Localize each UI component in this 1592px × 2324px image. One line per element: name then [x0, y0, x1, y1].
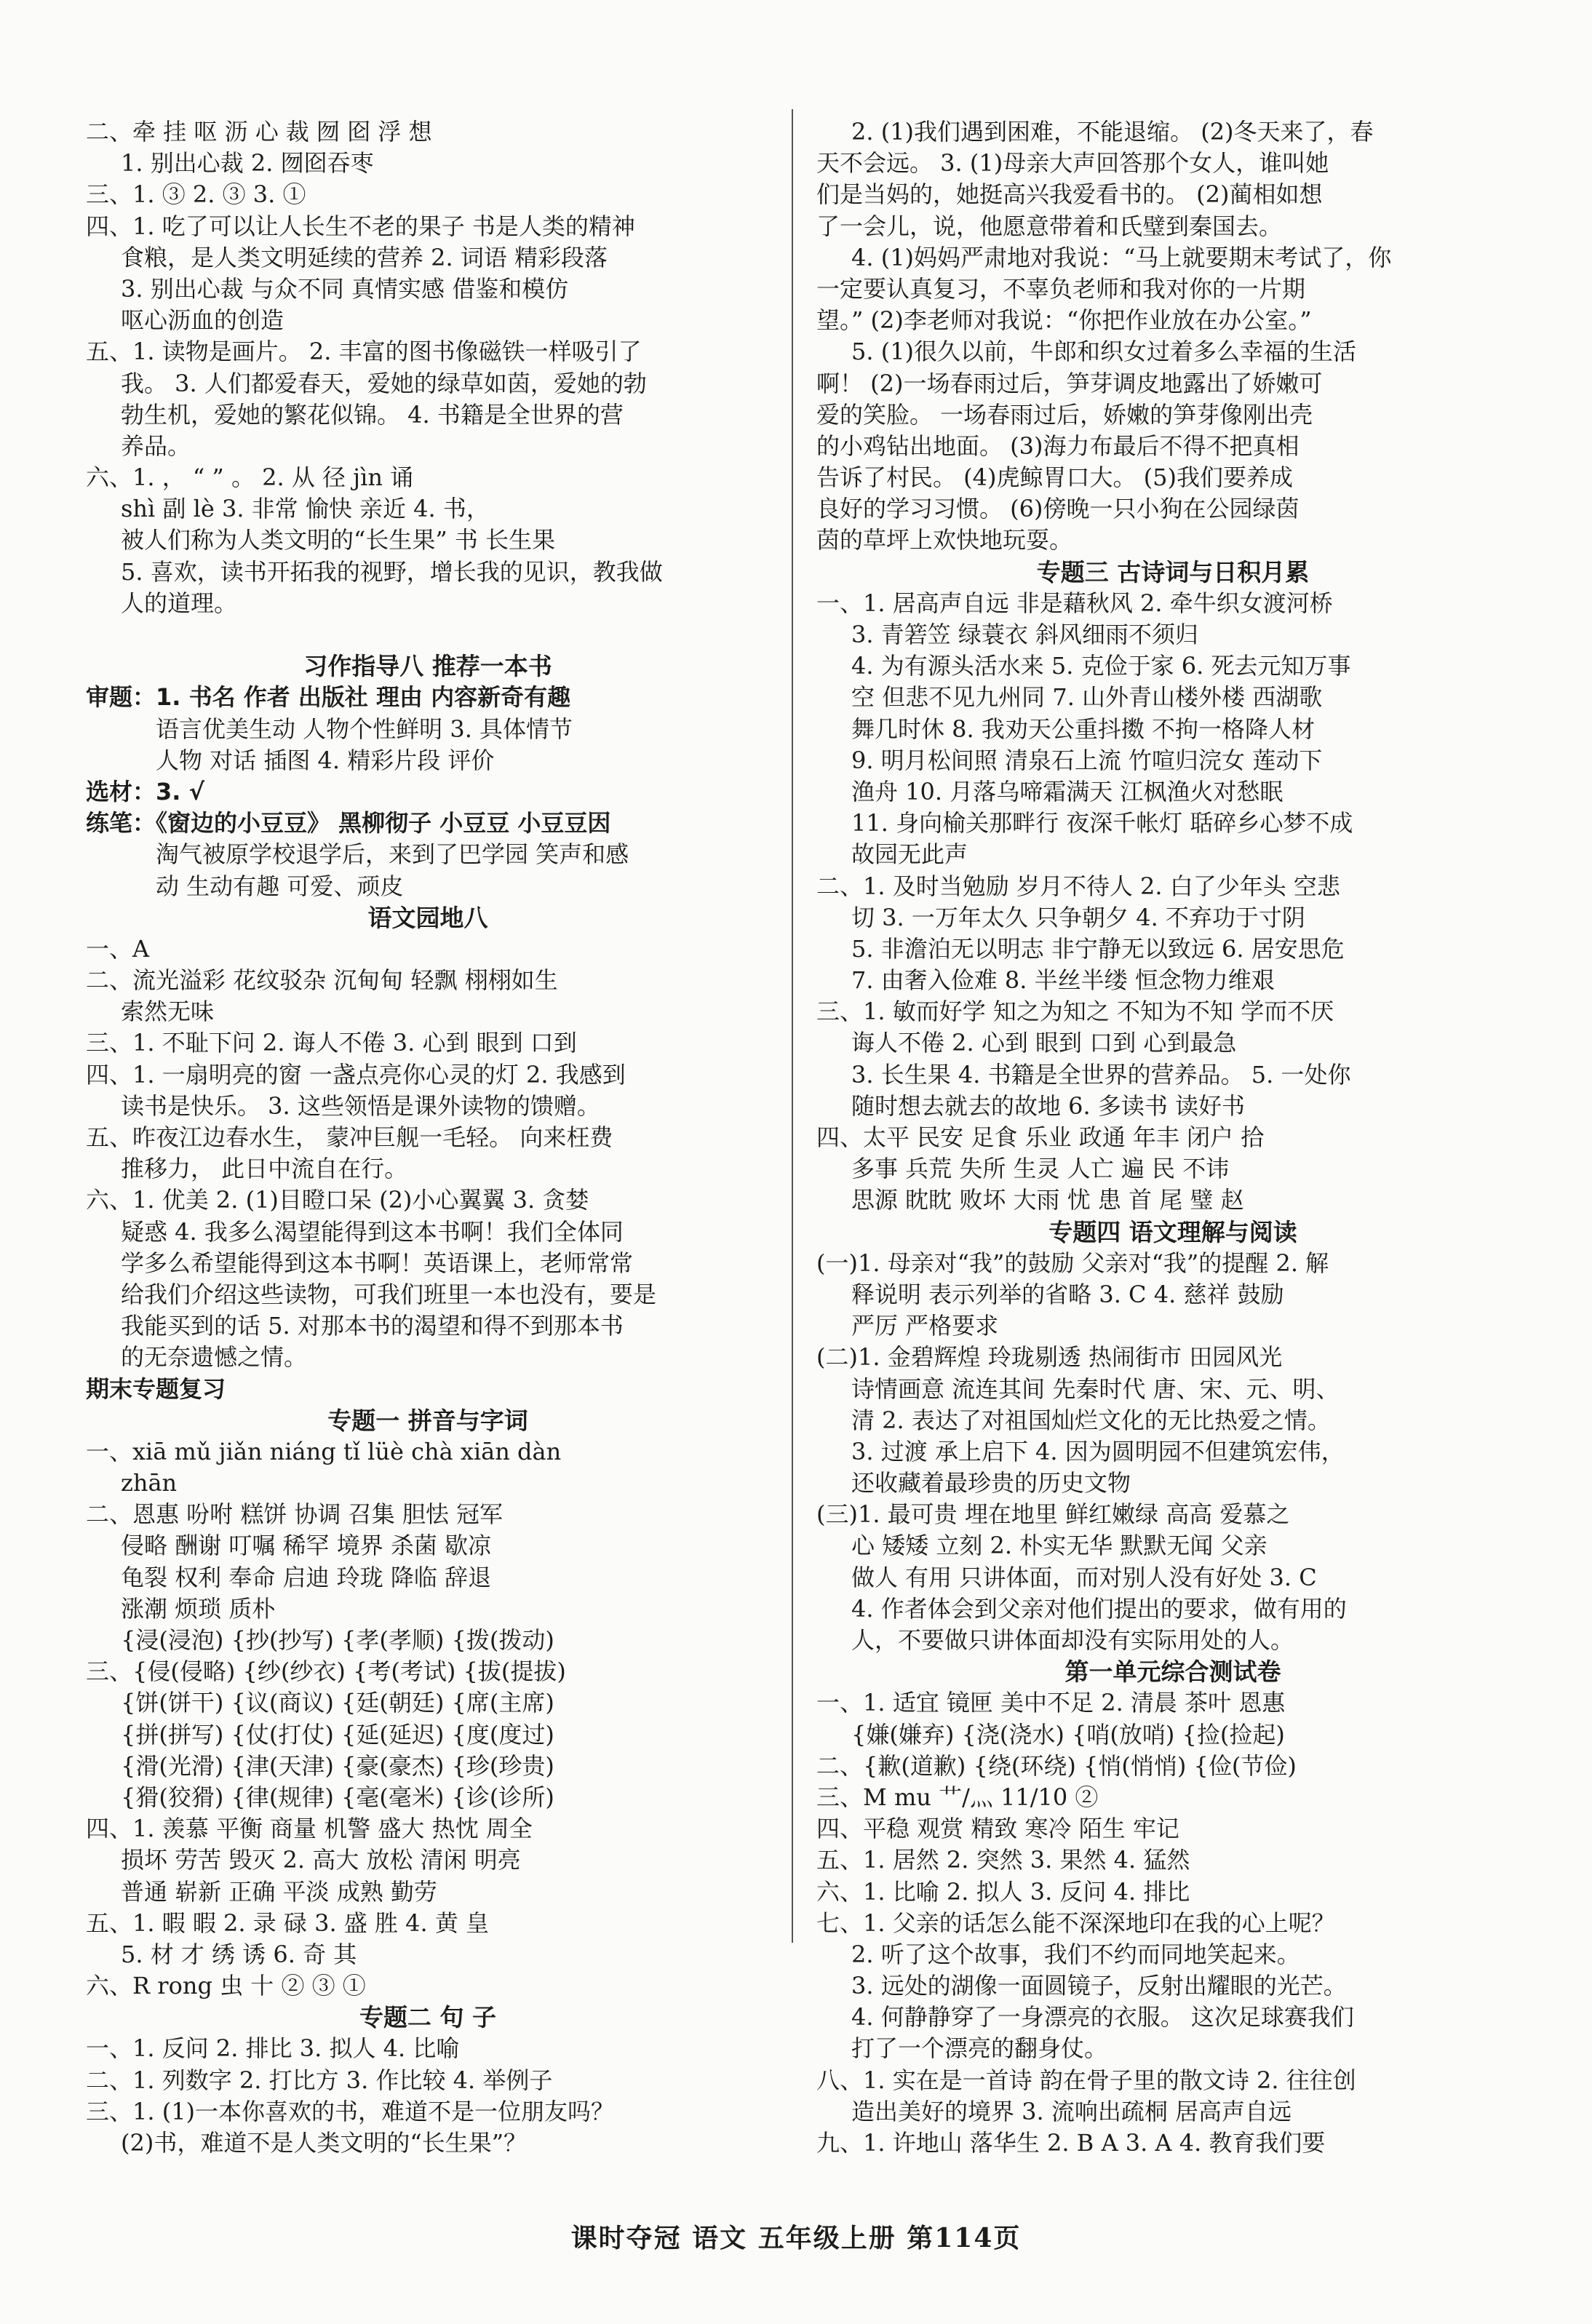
answer-line: 六、R rong 虫 十 ② ③ ① [86, 1972, 366, 2000]
answer-line: {拼(拼写) {仗(打仗) {延(延迟) {度(度过) [121, 1720, 554, 1748]
answer-line: 望。” (2)李老师对我说：“你把作业放在办公室。” [816, 306, 1312, 335]
answer-line: 茵的草坪上欢快地玩耍。 [816, 526, 1073, 554]
left-column [86, 116, 770, 2159]
answer-line: 八、1. 实在是一首诗 韵在骨子里的散文诗 2. 往往创 [816, 2066, 1356, 2094]
answer-line: 我能买到的话 5. 对那本书的渴望和得不到那本书 [121, 1312, 624, 1340]
answer-line: 四、太平 民安 足食 乐业 政通 年丰 闭户 拾 [816, 1123, 1265, 1151]
answer-line: 随时想去就去的故地 6. 多读书 读好书 [851, 1091, 1246, 1120]
answer-line: 的小鸡钻出地面。 (3)海力布最后不得不把真相 [816, 431, 1300, 460]
right-column [816, 116, 1529, 2159]
section-heading: 专题一 拼音与字词 [327, 1406, 528, 1435]
answer-line: 疑惑 4. 我多么渴望能得到这本书啊！我们全体同 [121, 1217, 624, 1246]
answer-line: 3. 远处的湖像一面圆镜子，反射出耀眼的光芒。 [851, 1972, 1347, 2000]
answer-line: 五、1. 居然 2. 突然 3. 果然 4. 猛然 [816, 1846, 1190, 1874]
answer-line: 淘气被原学校退学后，来到了巴学园 笑声和感 [156, 840, 629, 869]
answer-line: 推移力， 此日中流自在行。 [121, 1155, 408, 1183]
answer-line: 呕心沥血的创造 [121, 306, 284, 335]
answer-line: 一、1. 适宜 镜匣 美中不足 2. 清晨 茶叶 恩惠 [816, 1689, 1286, 1717]
answer-line: 2. 听了这个故事，我们不约而同地笑起来。 [851, 1940, 1300, 1968]
section-heading: 专题二 句 子 [359, 2003, 496, 2032]
answer-line: 还收藏着最珍贵的历史文物 [851, 1469, 1131, 1497]
answer-line: 三、{侵(侵略) {纱(纱衣) {考(考试) {拔(提拔) [86, 1658, 566, 1686]
answer-line: {浸(浸泡) {抄(抄写) {孝(孝顺) {拨(拨动) [121, 1626, 554, 1654]
answer-line: 天不会远。 3. (1)母亲大声回答那个女人，谁叫她 [816, 149, 1329, 178]
answer-line [86, 619, 770, 650]
answer-line: 造出美好的境界 3. 流响出疏桐 居高声自远 [851, 2097, 1292, 2125]
answer-line: 被人们称为人类文明的“长生果” 书 长生果 [121, 526, 556, 554]
answer-line: 一、A [86, 934, 150, 963]
answer-line: 五、1. 暇 暇 2. 录 碌 3. 盛 胜 4. 黄 皇 [86, 1909, 490, 1937]
answer-line: 多事 兵荒 失所 生灵 人亡 遍 民 不讳 [851, 1155, 1230, 1183]
answer-line: 三、1. 不耻下问 2. 诲人不倦 3. 心到 眼到 口到 [86, 1029, 577, 1057]
answer-line: 五、1. 读物是画片。 2. 丰富的图书像磁铁一样吸引了 [86, 338, 642, 366]
answer-line: 勃生机，爱她的繁花似锦。 4. 书籍是全世界的营 [121, 400, 624, 429]
answer-line: 切 3. 一万年太久 只争朝夕 4. 不弃功于寸阴 [851, 903, 1305, 931]
answer-line: 期末专题复习 [86, 1374, 226, 1403]
section-heading: 习作指导八 推荐一本书 [303, 652, 552, 681]
answer-line: {嫌(嫌弃) {浇(浇水) {哨(放哨) {捡(捡起) [851, 1720, 1285, 1748]
section-heading: 专题三 古诗词与日积月累 [1036, 557, 1310, 586]
answer-line: 3. 过渡 承上启下 4. 因为圆明园不但建筑宏伟， [851, 1437, 1345, 1465]
answer-line: 六、1. 比喻 2. 拟人 3. 反问 4. 排比 [816, 1877, 1190, 1906]
answer-line: 4. (1)妈妈严肃地对我说：“马上就要期末考试了，你 [851, 243, 1392, 271]
answer-line: 一、1. 反问 2. 排比 3. 拟人 4. 比喻 [86, 2034, 460, 2063]
answer-line: 四、平稳 观赏 精致 寒冷 陌生 牢记 [816, 1815, 1179, 1843]
answer-line: 们是当妈的，她挺高兴我爱看书的。 (2)蔺相如想 [816, 180, 1323, 209]
answer-line: 一定要认真复习，不辜负老师和我对你的一片期 [816, 274, 1306, 303]
answer-line: 练笔：《窗边的小豆豆》 黑柳彻子 小豆豆 小豆豆因 [86, 809, 611, 837]
answer-line: 诲人不倦 2. 心到 眼到 口到 心到最急 [851, 1029, 1237, 1057]
answer-line: 二、{歉(道歉) {绕(环绕) {悄(悄悄) {俭(节俭) [816, 1751, 1297, 1780]
answer-line: 给我们介绍这些读物，可我们班里一本也没有，要是 [121, 1280, 657, 1308]
answer-line: 渔舟 10. 月落乌啼霜满天 江枫渔火对愁眠 [851, 777, 1283, 805]
answer-line: 思源 眈眈 败坏 大雨 忧 患 首 尾 璧 赵 [851, 1186, 1244, 1214]
answer-line: 5. 材 才 绣 诱 6. 奇 其 [121, 1940, 357, 1968]
answer-line: (一)1. 母亲对“我”的鼓励 父亲对“我”的提醒 2. 解 [816, 1249, 1329, 1277]
answer-line: shì 副 lè 3. 非常 愉快 亲近 4. 书， [121, 495, 490, 523]
answer-line: 4. 作者体会到父亲对他们提出的要求，做有用的 [851, 1594, 1347, 1623]
section-heading: 语文园地八 [367, 903, 488, 932]
answer-line: 七、1. 父亲的话怎么能不深深地印在我的心上呢？ [816, 1909, 1335, 1937]
answer-line: 选材：3. √ [86, 777, 204, 805]
section-heading: 第一单元综合测试卷 [1064, 1658, 1281, 1687]
answer-line: 一、xiā mǔ jiǎn niáng tǐ lüè chà xiān dàn [86, 1437, 562, 1465]
answer-line: {猾(狡猾) {律(规律) {毫(毫米) {诊(诊所) [121, 1783, 554, 1811]
answer-line: 3. 别出心裁 与众不同 真情实感 借鉴和模仿 [121, 274, 569, 303]
answer-line: 2. (1)我们遇到困难，不能退缩。 (2)冬天来了，春 [851, 118, 1374, 146]
answer-line: 人的道理。 [121, 589, 238, 617]
answer-line: 三、1. ③ 2. ③ 3. ① [86, 180, 306, 209]
answer-line: 四、1. 羡慕 平衡 商量 机警 盛大 热忱 周全 [86, 1815, 533, 1843]
answer-line: 学多么希望能得到这本书啊！英语课上，老师常常 [121, 1249, 634, 1277]
answer-line: 三、M mu 艹/灬 11/10 ② [816, 1783, 1099, 1811]
answer-line: 损坏 劳苦 毁灭 2. 高大 放松 清闲 明亮 [121, 1846, 521, 1874]
answer-line: 三、1. 敏而好学 知之为知之 不知为不知 学而不厌 [816, 998, 1334, 1026]
answer-line: 3. 青箬笠 绿蓑衣 斜风细雨不须归 [851, 621, 1199, 648]
answer-line: 5. 喜欢，读书开拓我的视野，增长我的见识，教我做 [121, 557, 663, 586]
answer-line: 六、1. ， “ ” 。 2. 从 径 jìn 诵 [86, 463, 414, 492]
answer-line: 舞几时休 8. 我劝天公重抖擞 不拘一格降人材 [851, 715, 1316, 743]
answer-line: 爱的笑脸。 一场春雨过后，娇嫩的笋芽像刚出壳 [816, 400, 1313, 429]
answer-line: 7. 由奢入俭难 8. 半丝半缕 恒念物力维艰 [851, 966, 1275, 995]
answer-line: 语言优美生动 人物个性鲜明 3. 具体情节 [156, 715, 573, 743]
answer-line: 四、1. 一扇明亮的窗 一盏点亮你心灵的灯 2. 我感到 [86, 1060, 626, 1089]
answer-line: 1. 别出心裁 2. 囫囵吞枣 [121, 149, 374, 178]
answer-line: 索然无味 [121, 998, 215, 1026]
answer-line: 食粮，是人类文明延续的营养 2. 词语 精彩段落 [121, 243, 608, 271]
answer-line: 我。 3. 人们都爱春天，爱她的绿草如茵，爱她的勃 [121, 369, 647, 397]
answer-line: 审题：1. 书名 作者 出版社 理由 内容新奇有趣 [86, 683, 571, 712]
answer-line: 的无奈遗憾之情。 [121, 1343, 308, 1372]
answer-line: {饼(饼干) {议(商议) {廷(朝廷) {席(主席) [121, 1689, 554, 1717]
answer-line: 二、恩惠 吩咐 糕饼 协调 召集 胆怯 冠军 [86, 1500, 504, 1529]
answer-line: 5. (1)很久以前，牛郎和织女过着多么幸福的生活 [851, 338, 1357, 366]
answer-line: 养品。 [121, 431, 191, 460]
answer-line: 空 但悲不见九州同 7. 山外青山楼外楼 西湖歌 [851, 683, 1323, 712]
answer-line: 严厉 严格要求 [851, 1312, 999, 1340]
answer-line: 侵略 酬谢 叮嘱 稀罕 境界 杀菌 歇凉 [121, 1532, 492, 1560]
answer-line: 4. 为有源头活水来 5. 克俭于家 6. 死去元知万事 [851, 652, 1351, 680]
page-footer: 课时夺冠 语文 五年级上册 第114页 [570, 2223, 1022, 2253]
answer-line: 心 矮矮 立刻 2. 朴实无华 默默无闻 父亲 [851, 1532, 1267, 1560]
answer-line: 人物 对话 插图 4. 精彩片段 评价 [156, 746, 495, 774]
answer-line: 5. 非澹泊无以明志 非宁静无以致远 6. 居安思危 [851, 934, 1345, 963]
answer-line: 一、1. 居高声自远 非是藉秋风 2. 牵牛织女渡河桥 [816, 589, 1333, 617]
column-divider [792, 109, 793, 1943]
answer-line: 告诉了村民。 (4)虎鲸胃口大。 (5)我们要养成 [816, 463, 1294, 492]
answer-line: 二、1. 列数字 2. 打比方 3. 作比较 4. 举例子 [86, 2066, 553, 2094]
answer-line: zhān [121, 1469, 178, 1497]
answer-line: 良好的学习习惯。 (6)傍晚一只小狗在公园绿茵 [816, 495, 1300, 523]
answer-line: 龟裂 权利 奉命 启迪 玲珑 降临 辞退 [121, 1563, 492, 1591]
answer-line: 11. 身向榆关那畔行 夜深千帐灯 聒碎乡心梦不成 [851, 809, 1353, 837]
answer-line: 二、牵 挂 呕 沥 心 裁 囫 囵 浮 想 [86, 118, 432, 146]
answer-line: 三、1. (1)一本你喜欢的书，难道不是一位朋友吗？ [86, 2097, 615, 2125]
answer-line: 二、1. 及时当勉励 岁月不待人 2. 白了少年头 空悲 [816, 872, 1340, 900]
answer-line: 做人 有用 只讲体面，而对别人没有好处 3. C [851, 1563, 1317, 1591]
answer-line: 清 2. 表达了对祖国灿烂文化的无比热爱之情。 [851, 1406, 1331, 1434]
section-heading: 专题四 语文理解与阅读 [1048, 1217, 1297, 1246]
answer-line: 涨潮 烦琐 质朴 [121, 1594, 276, 1623]
answer-line: 啊！ (2)一场春雨过后，笋芽调皮地露出了娇嫩可 [816, 369, 1323, 397]
answer-line: 4. 何静静穿了一身漂亮的衣服。 这次足球赛我们 [851, 2003, 1354, 2031]
answer-line: (2)书，难道不是人类文明的“长生果”？ [121, 2129, 528, 2157]
answer-line: 了一会儿，说，他愿意带着和氏璧到秦国去。 [816, 212, 1283, 240]
answer-line: 诗情画意 流连其间 先秦时代 唐、宋、元、明、 [851, 1374, 1340, 1403]
answer-line: 九、1. 许地山 落华生 2. B A 3. A 4. 教育我们要 [816, 2129, 1326, 2157]
answer-line: 五、昨夜江边春水生， 蒙冲巨舰一毛轻。 向来枉费 [86, 1123, 613, 1151]
answer-line: 二、流光溢彩 花纹驳杂 沉甸甸 轻飘 栩栩如生 [86, 966, 558, 995]
answer-line: 四、1. 吃了可以让人长生不老的果子 书是人类的精神 [86, 212, 635, 240]
answer-line: 9. 明月松间照 清泉石上流 竹喧归浣女 莲动下 [851, 746, 1323, 774]
answer-line: 释说明 表示列举的省略 3. C 4. 慈祥 鼓励 [851, 1280, 1284, 1308]
answer-line: {滑(光滑) {津(天津) {豪(豪杰) {珍(珍贵) [121, 1751, 554, 1780]
answer-line: (二)1. 金碧辉煌 玲珑剔透 热闹街市 田园风光 [816, 1343, 1283, 1372]
answer-line: 3. 长生果 4. 书籍是全世界的营养品。 5. 一处你 [851, 1060, 1351, 1089]
answer-line: 故园无此声 [851, 840, 968, 869]
answer-line: 人，不要做只讲体面却没有实际用处的人。 [851, 1626, 1294, 1654]
answer-line: 六、1. 优美 2. (1)目瞪口呆 (2)小心翼翼 3. 贪婪 [86, 1186, 589, 1214]
answer-line: (三)1. 最可贵 埋在地里 鲜红嫩绿 高高 爱慕之 [816, 1500, 1290, 1529]
answer-line: 读书是快乐。 3. 这些领悟是课外读物的馈赠。 [121, 1091, 600, 1120]
answer-line: 动 生动有趣 可爱、顽皮 [156, 872, 404, 900]
answer-line: 打了一个漂亮的翻身仗。 [851, 2034, 1108, 2063]
answer-line: 普通 崭新 正确 平淡 成熟 勤劳 [121, 1877, 437, 1906]
